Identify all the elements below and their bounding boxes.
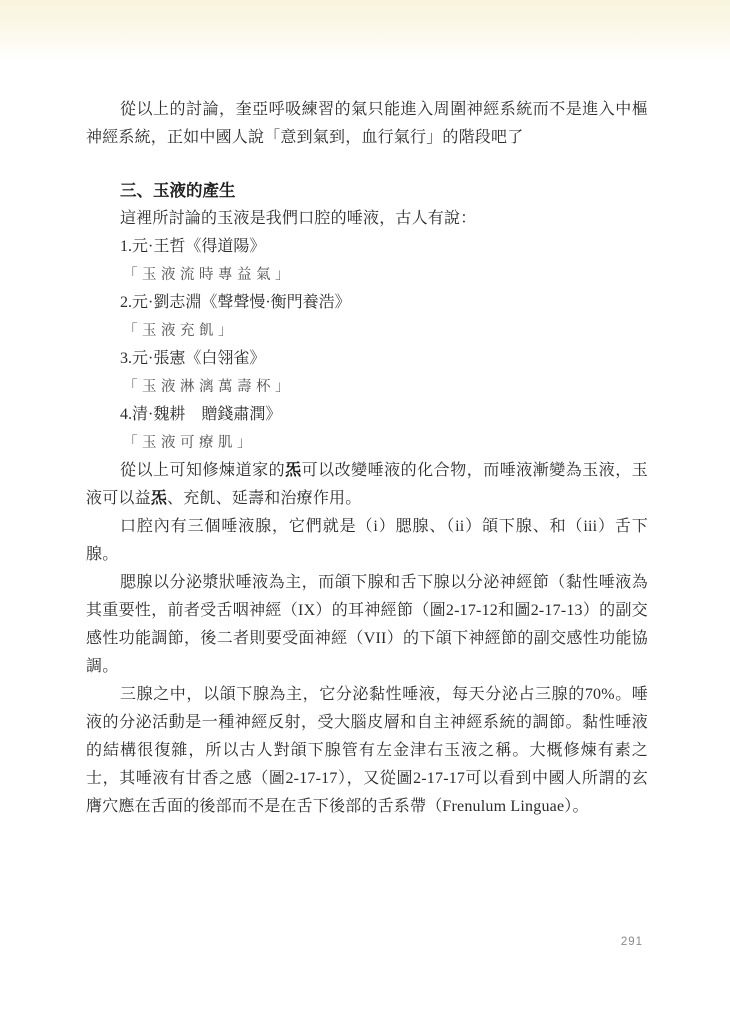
citation-source: 4.清·魏耕 贈錢肅潤》 bbox=[120, 406, 282, 423]
paragraph-parotid-gland: 腮腺以分泌漿狀唾液為主，而頜下腺和舌下腺以分泌神經節（黏性唾液為其重要性，前者受舌咽神經（IX）的耳神經節（圖2-17-12和圖2-17-13）的副交感性功能調節，後二者則要受面神經（VII）的下頜下神經節的副交感性功能協調。 bbox=[86, 574, 648, 675]
text-segment: 可以改變唾液的化合物，而唾液漸變為玉液，玉液可以益 bbox=[86, 462, 648, 507]
qi-character: 炁 bbox=[150, 490, 168, 507]
qi-character: 炁 bbox=[285, 462, 302, 479]
paragraph-section-lead: 這裡所討論的玉液是我們口腔的唾液，古人有說： bbox=[120, 210, 477, 227]
book-page-body bbox=[86, 96, 648, 821]
citation-source: 1.元·王哲《得道陽》 bbox=[120, 238, 266, 255]
page-top-gradient bbox=[0, 0, 730, 62]
paragraph-submandibular-gland: 三腺之中，以頜下腺為主，它分泌黏性唾液，每天分泌占三腺的70%。唾液的分泌活動是一種神經反射，受大腦皮層和自主神經系統的調節。黏性唾液的結構很復雜，所以古人對頜下腺管有左金津右玉液之稱。大概修煉有素之士，其唾液有甘香之感（圖2-17-17），又從圖2-17-17可以看到中國人所謂的玄膺穴應在舌面的後部而不是在舌下後部的舌系帶（Frenulum Linguae）。 bbox=[86, 686, 648, 815]
text-segment: 從以上可知修煉道家的 bbox=[120, 462, 286, 479]
citation-quote: 「玉液淋漓萬壽杯」 bbox=[123, 379, 294, 395]
page-number: 291 bbox=[620, 936, 643, 948]
citation-source: 3.元·張憲《白翎雀》 bbox=[120, 350, 266, 367]
paragraph-kriya-breathing: 從以上的討論，奎亞呼吸練習的氣只能進入周圍神經系統而不是進入中樞神經系統，正如中國人說「意到氣到，血行氣行」的階段吧了 bbox=[86, 101, 648, 146]
citation-quote: 「玉液流時專益氣」 bbox=[123, 267, 294, 283]
citation-list bbox=[86, 233, 648, 457]
section-heading: 三、玉液的產生 bbox=[120, 182, 236, 200]
citation-quote: 「玉液充飢」 bbox=[123, 323, 237, 339]
paragraph-three-glands: 口腔內有三個唾液腺，它們就是（i）腮腺、（ii）頜下腺、和（iii）舌下腺。 bbox=[86, 518, 648, 563]
paragraph-qi-saliva bbox=[86, 457, 648, 513]
citation-quote: 「玉液可療肌」 bbox=[123, 435, 256, 451]
citation-source: 2.元·劉志淵《聲聲慢·衡門養浩》 bbox=[120, 294, 351, 311]
text-segment: 、充飢、延壽和治療作用。 bbox=[167, 490, 362, 507]
